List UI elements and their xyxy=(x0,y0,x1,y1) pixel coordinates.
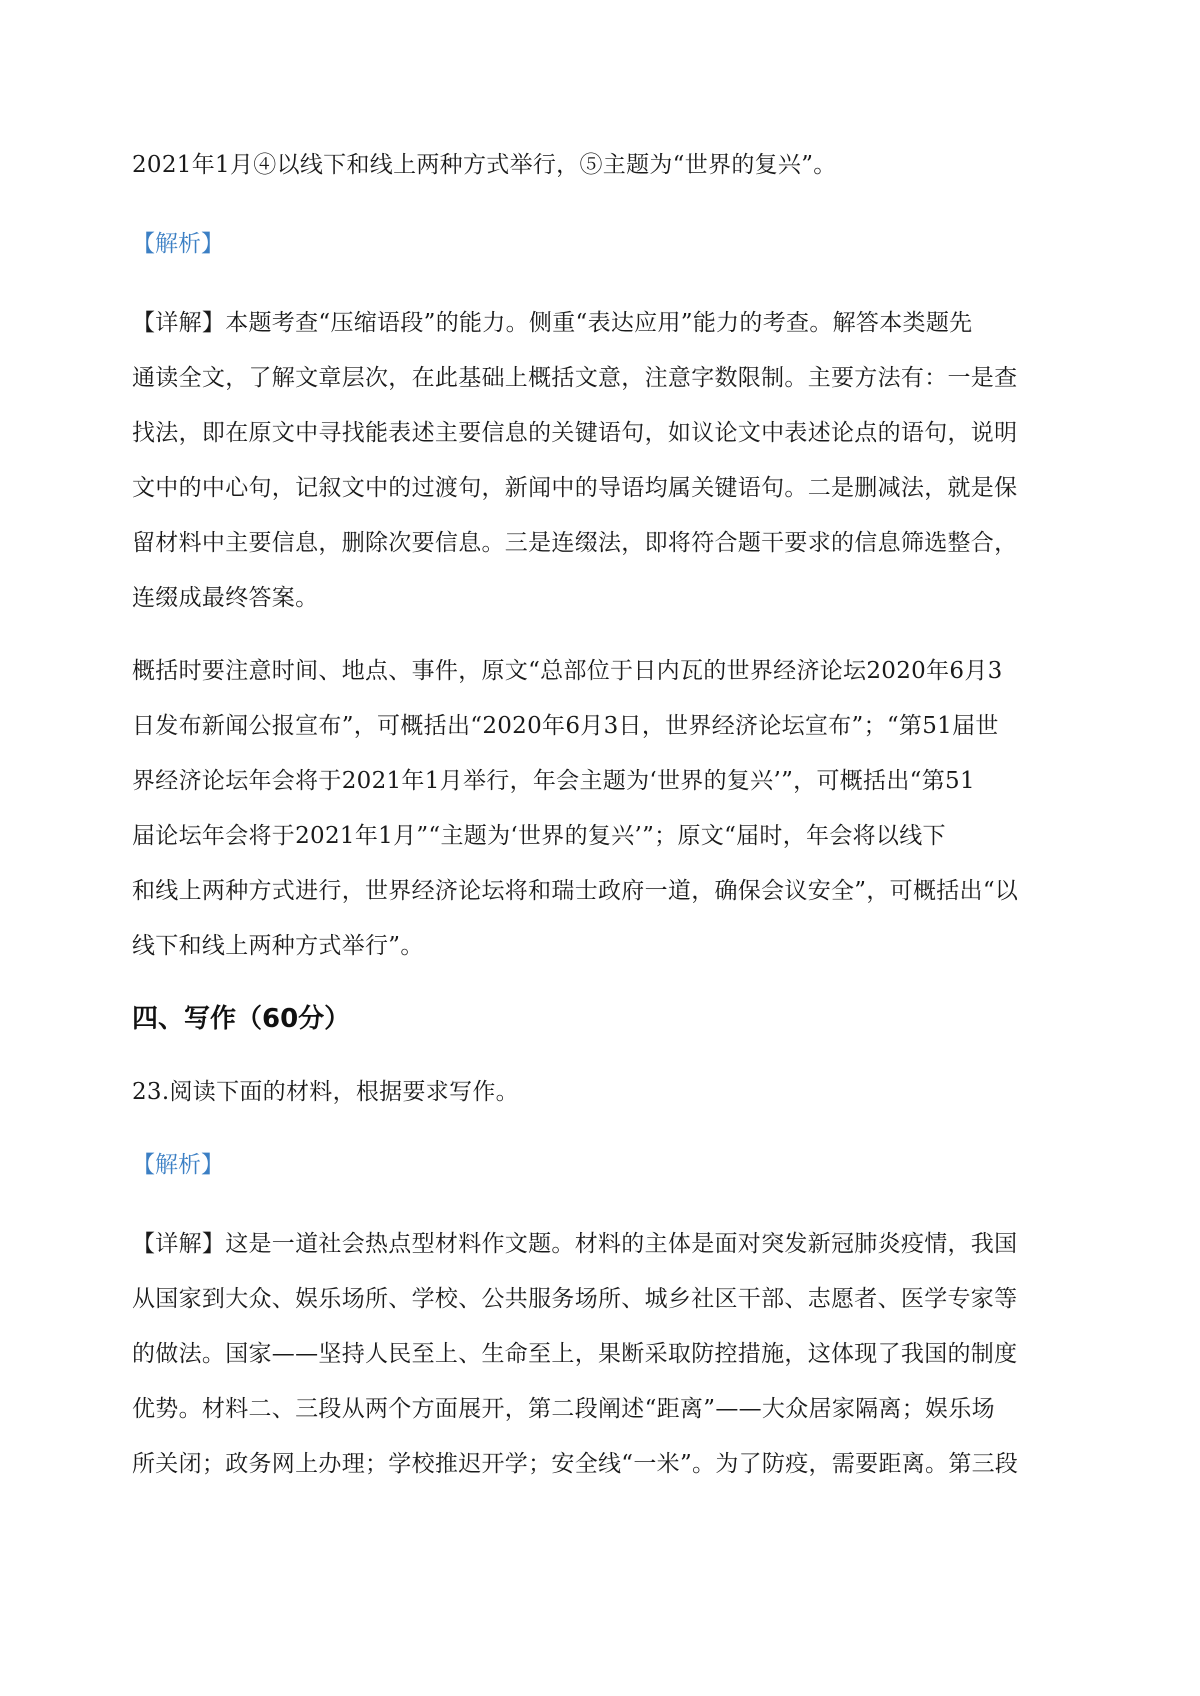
text-line: 留材料中主要信息，删除次要信息。三是连缀法，即将符合题干要求的信息筛选整合， xyxy=(132,530,1018,556)
section-heading: 四、写作（60分） xyxy=(132,1004,351,1034)
text-line: 届论坛年会将于2021年1月”“主题为‘世界的复兴’”；原文“届时，年会将以线下 xyxy=(132,823,946,849)
text-line: 【详解】本题考查“压缩语段”的能力。侧重“表达应用”能力的考查。解答本类题先 xyxy=(132,310,973,336)
text-line: 线下和线上两种方式举行”。 xyxy=(132,933,424,959)
text-line: 界经济论坛年会将于2021年1月举行，年会主题为‘世界的复兴’”，可概括出“第51 xyxy=(132,768,975,794)
text-line: 日发布新闻公报宣布”，可概括出“2020年6月3日，世界经济论坛宣布”；“第51届世 xyxy=(132,713,999,739)
analysis-label: 【解析】 xyxy=(132,231,224,257)
analysis-label: 【解析】 xyxy=(132,1152,224,1178)
detail-paragraph-1 xyxy=(132,296,1077,626)
text-line: 的做法。国家——坚持人民至上、生命至上，果断采取防控措施，这体现了我国的制度 xyxy=(132,1341,1018,1367)
text-line: 连缀成最终答案。 xyxy=(132,585,319,611)
text-line: 所关闭；政务网上办理；学校推迟开学；安全线“一米”。为了防疫，需要距离。第三段 xyxy=(132,1451,1019,1477)
answer-summary-line: 2021年1月④以线下和线上两种方式举行，⑤主题为“世界的复兴”。 xyxy=(132,152,837,178)
text-line: 优势。材料二、三段从两个方面展开，第二段阐述“距离”——大众居家隔离；娱乐场 xyxy=(132,1396,995,1422)
text-line: 文中的中心句，记叙文中的过渡句，新闻中的导语均属关键语句。二是删减法，就是保 xyxy=(132,475,1018,501)
detail-paragraph-3 xyxy=(132,1217,1077,1492)
text-line: 通读全文，了解文章层次，在此基础上概括文意，注意字数限制。主要方法有：一是查 xyxy=(132,365,1018,391)
text-line: 从国家到大众、娱乐场所、学校、公共服务场所、城乡社区干部、志愿者、医学专家等 xyxy=(132,1286,1018,1312)
text-line: 概括时要注意时间、地点、事件，原文“总部位于日内瓦的世界经济论坛2020年6月3 xyxy=(132,658,1003,684)
detail-paragraph-2 xyxy=(132,644,1077,974)
text-line: 和线上两种方式进行，世界经济论坛将和瑞士政府一道，确保会议安全”，可概括出“以 xyxy=(132,878,1019,904)
text-line: 找法，即在原文中寻找能表述主要信息的关键语句，如议论文中表述论点的语句，说明 xyxy=(132,420,1018,446)
text-line: 【详解】这是一道社会热点型材料作文题。材料的主体是面对突发新冠肺炎疫情，我国 xyxy=(132,1231,1018,1257)
question-text: 23.阅读下面的材料，根据要求写作。 xyxy=(132,1079,519,1105)
document-content xyxy=(132,138,1077,1510)
